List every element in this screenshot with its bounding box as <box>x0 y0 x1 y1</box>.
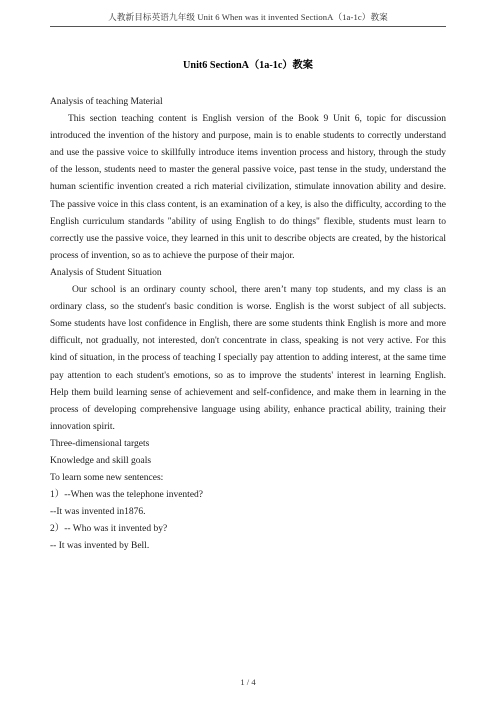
document-body <box>50 94 446 556</box>
section-heading-material: Analysis of teaching Material <box>50 97 163 107</box>
page-number: 1 / 4 <box>240 677 256 687</box>
paragraph-student-analysis: Our school is an ordinary county school, there aren’t many top students, and my class is an ordinary class, so the student's basic condition is worse. English is the worst subject of all subjects. Some students have lost confidence in English, there are some students think English is more and more difficult, not gradually, not interested, don't concentrate in class, speaking is not very active. For this kind of situation, in the process of teaching I specially pay attention to adding interest, at the same time pay attention to each student's emotions, so as to improve the students' interest in learning English. Help them build learning sense of achievement and self-confidence, and make them in learning in the process of developing comprehensive language using ability, enhance practical ability, training their innovation spirit. <box>50 285 446 432</box>
line-answer-2: -- It was invented by Bell. <box>50 541 150 552</box>
page-header <box>0 0 496 30</box>
line-answer-1: --It was invented in1876. <box>50 507 146 518</box>
header-divider <box>50 26 446 27</box>
paragraph-material-analysis: This section teaching content is English version of the Book 9 Unit 6, topic for discussion introduced the invention of the history and purpose, main is to enable students to correctly understand and use the passive voice to skillfully introduce items invention process and history, through the study of the lesson, students need to master the general passive voice, past tense in the study, understand the human scientific invention created a rich material civilization, stimulate innovation ability and desire. The passive voice in this class content, is an examination of a key, is also the difficulty, according to the English curriculum standards "ability of using English to do things" flexible, students must learn to correctly use the passive voice, they learned in this unit to describe objects are created, by the historical process of invention, so as to achieve the purpose of their major. <box>50 114 446 261</box>
header-text: 人教新目标英语九年级 Unit 6 When was it invented SectionA（1a-1c）教案 <box>108 12 388 22</box>
section-heading-student: Analysis of Student Situation <box>50 267 162 278</box>
line-question-2: 2）-- Who was it invented by? <box>50 524 168 535</box>
section-heading-knowledge: Knowledge and skill goals <box>50 455 152 466</box>
section-heading-targets: Three-dimensional targets <box>50 438 150 449</box>
line-question-1: 1）--When was the telephone invented? <box>50 490 203 501</box>
document-title: Unit6 SectionA（1a-1c）教案 <box>183 60 313 71</box>
line-learn-sentences: To learn some new sentences: <box>50 473 164 484</box>
